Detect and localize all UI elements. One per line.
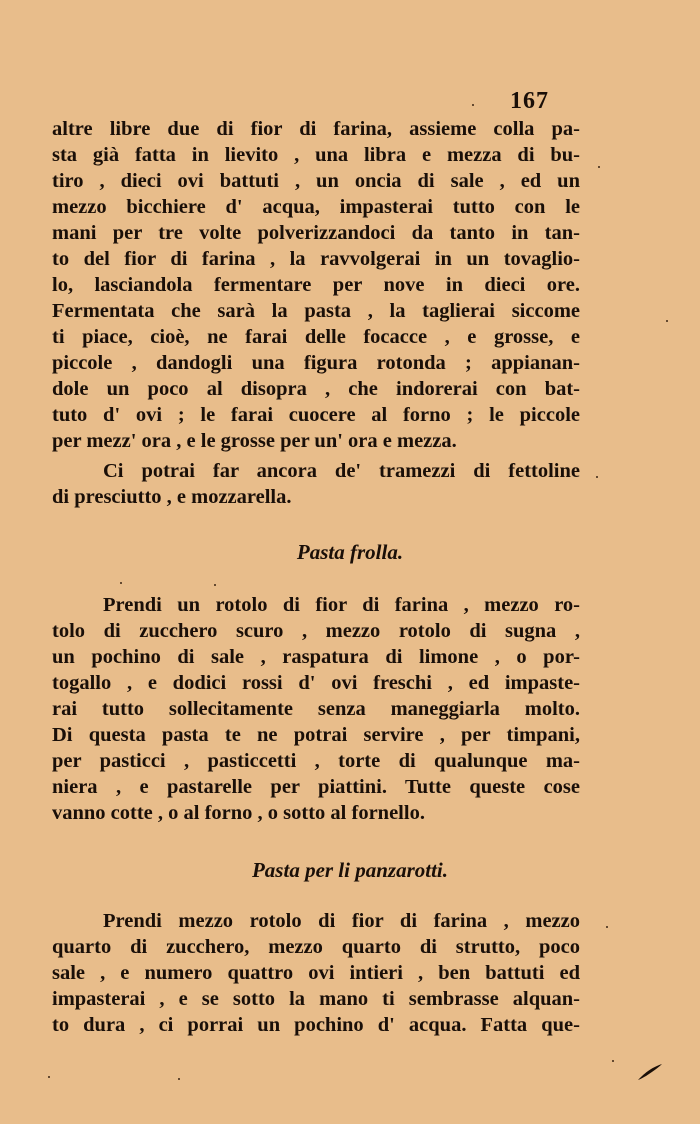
text-line: mezzo bicchiere d' acqua, impasterai tutto con le [52, 196, 580, 218]
scan-speck [598, 166, 600, 168]
text-line: quarto di zucchero, mezzo quarto di strutto, poco [52, 936, 580, 958]
text-line: dole un poco al disopra , che indorerai con bat- [52, 378, 580, 400]
scan-speck [612, 1060, 614, 1062]
text-line: tuto d' ovi ; le farai cuocere al forno ; le piccole [52, 404, 580, 426]
scan-speck [606, 926, 608, 928]
text-line: lo, lasciandola fermentare per nove in dieci ore. [52, 274, 580, 296]
ink-mark [636, 1062, 664, 1082]
text-line: tiro , dieci ovi battuti , un oncia di sale , ed un [52, 170, 580, 192]
scan-speck [48, 1076, 50, 1078]
page-number: 167 [510, 88, 549, 114]
text-line: togallo , e dodici rossi d' ovi freschi , ed impaste- [52, 672, 580, 694]
text-line: niera , e pastarelle per piattini. Tutte queste cose [52, 776, 580, 798]
scan-speck [214, 584, 216, 586]
text-line: un pochino di sale , raspatura di limone , o por- [52, 646, 580, 668]
text-line: per mezz' ora , e le grosse per un' ora e mezza. [52, 430, 457, 452]
text-line: to del fior di farina , la ravvolgerai in un tovaglio- [52, 248, 580, 270]
scan-speck [178, 1078, 180, 1080]
scan-speck [666, 320, 668, 322]
scan-speck [120, 582, 122, 584]
text-line: Prendi un rotolo di fior di farina , mezzo ro- [103, 594, 580, 616]
text-line: ti piace, cioè, ne farai delle focacce , e grosse, e [52, 326, 580, 348]
text-line: Di questa pasta te ne potrai servire , per timpani, [52, 724, 580, 746]
text-line: piccole , dandogli una figura rotonda ; appianan- [52, 352, 580, 374]
text-line: rai tutto sollecitamente senza maneggiarla molto. [52, 698, 580, 720]
text-line: Fermentata che sarà la pasta , la taglierai siccome [52, 300, 580, 322]
scan-speck [472, 104, 474, 106]
text-line: mani per tre volte polverizzandoci da tanto in tan- [52, 222, 580, 244]
text-line: sale , e numero quattro ovi intieri , ben battuti ed [52, 962, 580, 984]
text-line: impasterai , e se sotto la mano ti sembrasse alquan- [52, 988, 580, 1010]
text-line: vanno cotte , o al forno , o sotto al fornello. [52, 802, 425, 824]
text-line: tolo di zucchero scuro , mezzo rotolo di sugna , [52, 620, 580, 642]
section-heading: Pasta per li panzarotti. [251, 858, 449, 882]
section-heading: Pasta frolla. [296, 540, 404, 564]
text-line: sta già fatta in lievito , una libra e mezza di bu- [52, 144, 580, 166]
scan-speck [596, 476, 598, 478]
text-line: di presciutto , e mozzarella. [52, 486, 292, 508]
text-line: Prendi mezzo rotolo di fior di farina , mezzo [103, 910, 580, 932]
text-line: Ci potrai far ancora de' tramezzi di fettoline [103, 460, 580, 482]
text-line: per pasticci , pasticcetti , torte di qualunque ma- [52, 750, 580, 772]
text-line: altre libre due di fior di farina, assieme colla pa- [52, 118, 580, 140]
text-line: to dura , ci porrai un pochino d' acqua. Fatta que- [52, 1014, 580, 1036]
